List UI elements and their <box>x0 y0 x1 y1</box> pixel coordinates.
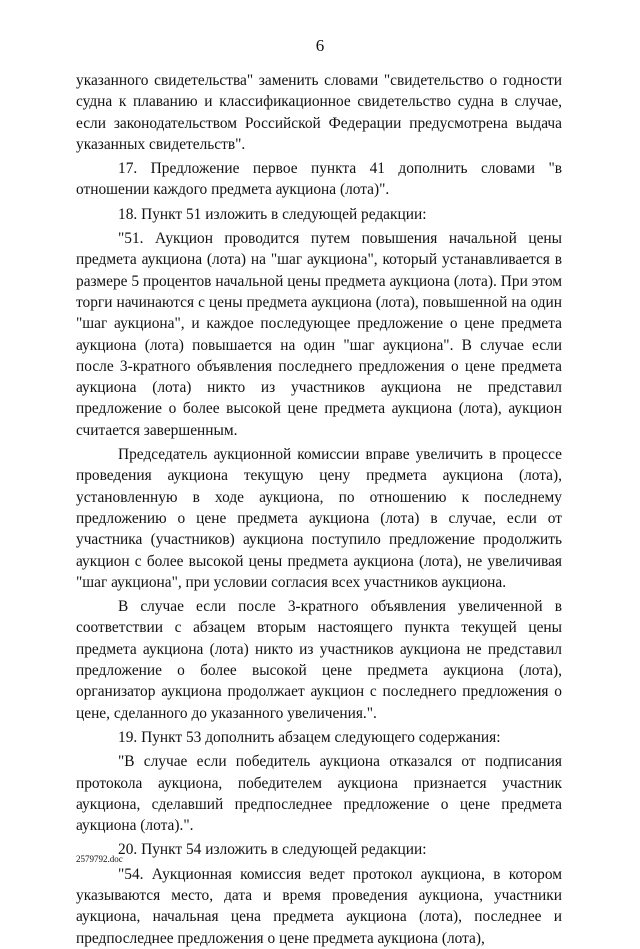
page-number: 6 <box>315 36 325 55</box>
file-name-footer: 2579792.doc <box>76 854 123 864</box>
paragraph: В случае если после 3-кратного объявления увеличенной в соответствии с абзацем вторым настоящего пункта текущей цены предмета аукциона (лота) никто из участников аукциона не представил предложение о более высокой цене предмета аукциона (лота), организатор аукциона продолжает аукцион с последнего предложения о цене, сделанного до указанного увеличения.". <box>76 598 562 722</box>
paragraph: указанного свидетельства" заменить словами "свидетельство о годности судна к плаванию и классификационное свидетельство судна в случае, если законодательством Российской Федерации предусмотрена выдача указанных свидетельств". <box>76 72 562 153</box>
paragraph: 20. Пункт 54 изложить в следующей редакции: <box>118 841 427 859</box>
paragraph: 19. Пункт 53 дополнить абзацем следующего содержания: <box>118 728 501 746</box>
paragraph: Председатель аукционной комиссии вправе увеличить в процессе проведения аукциона текущую цену предмета аукциона (лота), установленную в ходе аукциона, по отношению к последнему предложению о цене предмета аукциона (лота) в случае, если от участника (участников) аукциона поступило предложение продолжить аукцион с более высокой цены предмета аукциона (лота), не увеличивая "шаг аукциона", при условии согласия всех участников аукциона. <box>76 446 562 591</box>
paragraph: 18. Пункт 51 изложить в следующей редакции: <box>118 205 427 223</box>
paragraph: "В случае если победитель аукциона отказался от подписания протокола аукциона, победителем аукциона признается участник аукциона, сделавший предпоследнее предложение о цене предмета аукциона (лота).". <box>76 753 562 835</box>
document-body <box>76 70 562 949</box>
paragraph: 17. Предложение первое пункта 41 дополнить словами "в отношении каждого предмета аукциона (лота)". <box>76 160 562 199</box>
paragraph: "51. Аукцион проводится путем повышения начальной цены предмета аукциона (лота) на "шаг аукциона", который устанавливается в размере 5 процентов начальной цены предмета аукциона (лота). При этом торги начинаются с цены предмета аукциона (лота), повышенной на один "шаг аукциона", и каждое последующее предложение о цене предмета аукциона (лота) повышается на один "шаг аукциона". В случае если после 3-кратного объявления последнего предложения о цене предмета аукциона (лота) никто из участников аукциона не представил предложение о более высокой цене предмета аукциона (лота), аукцион считается завершенным. <box>76 230 562 439</box>
paragraph: "54. Аукционная комиссия ведет протокол аукциона, в котором указываются место, дата и время проведения аукциона, участники аукциона, начальная цена предмета аукциона (лота), последнее и предпоследнее предложения о цене предмета аукциона (лота), <box>76 865 562 947</box>
